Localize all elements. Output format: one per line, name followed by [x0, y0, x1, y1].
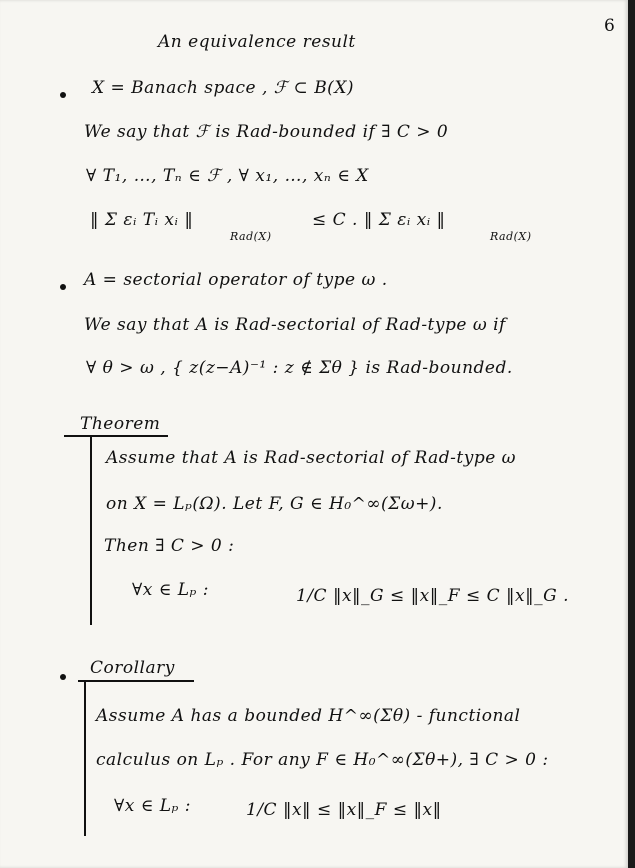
- theorem-bracket: [90, 435, 92, 625]
- theorem-line-1: Assume that A is Rad-sectorial of Rad-type ω: [106, 448, 517, 468]
- page-number: 6: [604, 16, 616, 36]
- rad-subscript-left: Rad(X): [230, 230, 272, 243]
- bullet-point: [60, 674, 66, 680]
- bullet-point: [60, 92, 66, 98]
- corollary-heading: Corollary: [90, 658, 175, 678]
- rad-sectorial-definition: We say that A is Rad-sectorial of Rad-type ω if: [84, 315, 506, 335]
- corollary-line-2: calculus on Lₚ . For any F ∈ H₀^∞(Σθ+), ∃ C > 0 :: [96, 750, 549, 770]
- resolvent-condition: ∀ θ > ω , { z(z−A)⁻¹ : z ∉ Σ̅θ } is Rad-bounded.: [86, 358, 513, 378]
- corollary-line-1: Assume A has a bounded H^∞(Σθ) - functional: [96, 706, 521, 726]
- bullet-point: [60, 284, 66, 290]
- theorem-forall: ∀x ∈ Lₚ :: [132, 580, 209, 600]
- corollary-forall: ∀x ∈ Lₚ :: [114, 796, 191, 816]
- theorem-heading: Theorem: [80, 414, 161, 434]
- quantifier-line: ∀ T₁, …, Tₙ ∈ ℱ , ∀ x₁, …, xₙ ∈ X: [86, 166, 369, 186]
- theorem-line-2: on X = Lₚ(Ω). Let F, G ∈ H₀^∞(Σω+).: [106, 494, 443, 514]
- rad-norm-left: ‖ Σ εᵢ Tᵢ xᵢ ‖: [90, 210, 194, 230]
- corollary-bracket: [84, 680, 86, 836]
- rad-subscript-right: Rad(X): [490, 230, 532, 243]
- norm-equivalence: 1/C ‖x‖_G ≤ ‖x‖_F ≤ C ‖x‖_G .: [296, 586, 569, 606]
- theorem-underline: [64, 435, 168, 437]
- sectorial-operator-definition: A = sectorial operator of type ω .: [84, 270, 388, 290]
- theorem-line-3: Then ∃ C > 0 :: [104, 536, 235, 556]
- rad-bounded-definition: We say that ℱ is Rad-bounded if ∃ C > 0: [84, 122, 449, 142]
- corollary-inequality: 1/C ‖x‖ ≤ ‖x‖_F ≤ ‖x‖: [246, 800, 442, 820]
- rad-norm-right: ≤ C . ‖ Σ εᵢ xᵢ ‖: [312, 210, 446, 230]
- banach-space-definition: X = Banach space , ℱ ⊂ B(X): [92, 78, 355, 98]
- corollary-underline: [78, 680, 194, 682]
- page-title: An equivalence result: [158, 32, 356, 52]
